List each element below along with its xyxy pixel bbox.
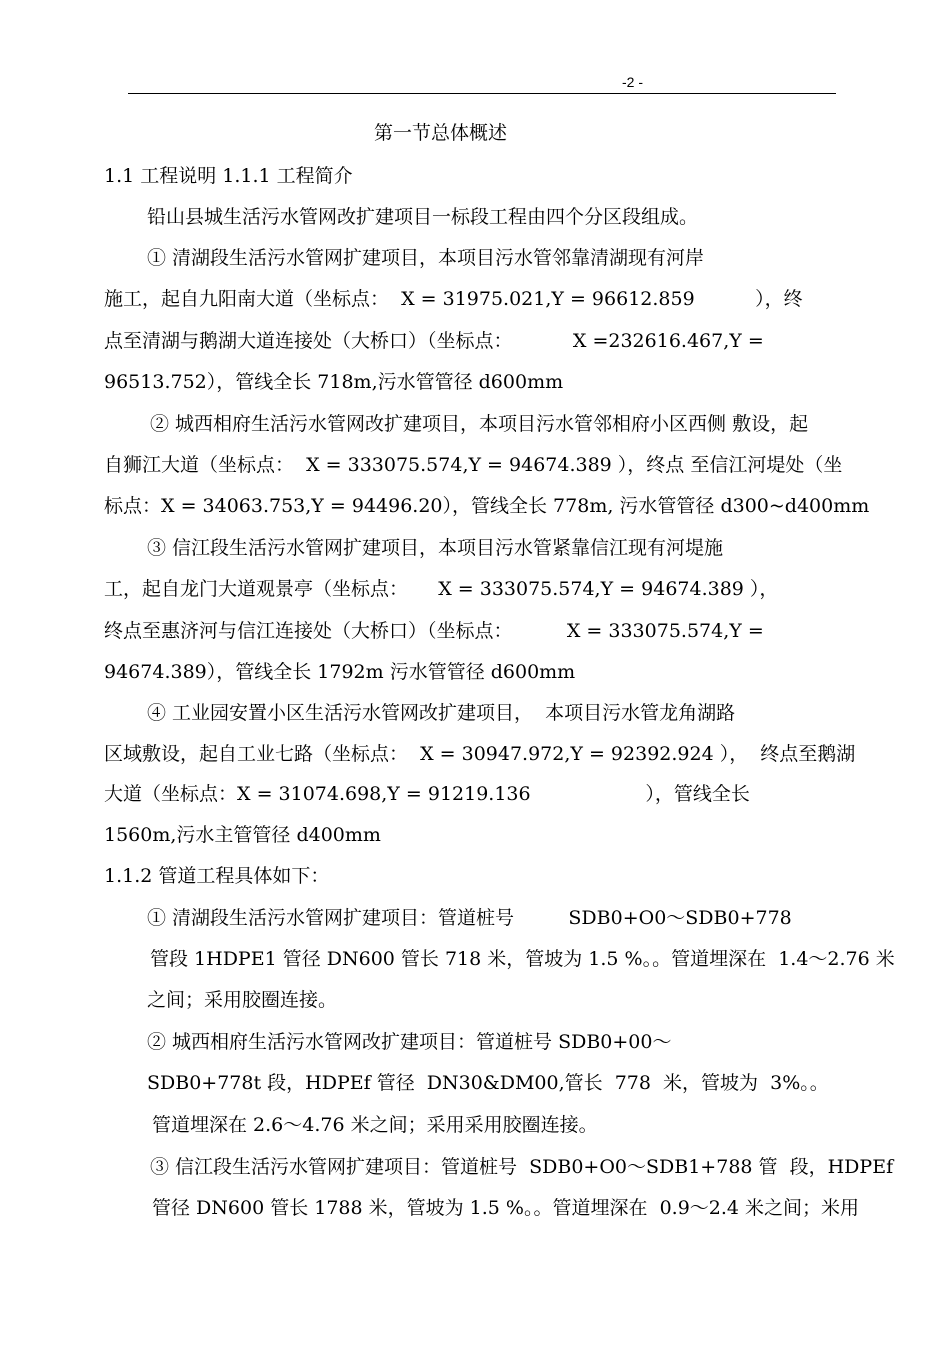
- section-title: 第一节总体概述: [374, 122, 508, 144]
- body-line: 94674.389），管线全长 1792m 污水管管径 d600mm: [104, 661, 576, 683]
- body-line: 工，起自龙门大道观景亭（坐标点： X = 333075.574,Y = 94674.389 ），: [104, 578, 779, 600]
- body-line: 管径 DN600 管长 1788 米，管坡为 1.5 %。。管道埋深在 0.9～2.4 米之间；米用: [152, 1197, 860, 1219]
- body-line: ③ 信江段生活污水管网扩建项目：管道桩号 SDB0+O0～SDB1+788 管 段，HDPEf: [150, 1156, 894, 1178]
- body-line: 大道（坐标点：X = 31074.698,Y = 91219.136 ），管线全长: [104, 783, 750, 805]
- body-line: 之间；采用胶圈连接。: [147, 989, 338, 1011]
- body-line: 终点至惠济河与信江连接处（大桥口）（坐标点： X = 333075.574,Y =: [104, 620, 764, 642]
- body-line: 施工，起自九阳南大道（坐标点： X = 31975.021,Y = 96612.859 ），终: [104, 288, 803, 310]
- body-line: 管道埋深在 2.6～4.76 米之间；采用采用胶圈连接。: [152, 1114, 598, 1136]
- body-line: ④ 工业园安置小区生活污水管网改扩建项目， 本项目污水管龙角湖路: [147, 702, 736, 724]
- body-line: ① 清湖段生活污水管网扩建项目，本项目污水管邻靠清湖现有河岸: [147, 247, 705, 269]
- body-line: 自狮江大道（坐标点： X = 333075.574,Y = 94674.389 ），终点 至信江河堤处（坐: [104, 454, 843, 476]
- body-line: ② 城西相府生活污水管网改扩建项目：管道桩号 SDB0+00～: [147, 1031, 672, 1053]
- subsection-heading: 1.1.2 管道工程具体如下：: [104, 865, 330, 887]
- header-rule: [128, 93, 836, 94]
- body-line: SDB0+778t 段，HDPEf 管径 DN30&DM00,管长 778 米，管坡为 3%。。: [147, 1072, 829, 1094]
- body-line: ③ 信江段生活污水管网扩建项目，本项目污水管紧靠信江现有河堤施: [147, 537, 724, 559]
- body-line: 1.1 工程说明 1.1.1 工程简介: [104, 165, 353, 187]
- body-line: 区域敷设，起自工业七路（坐标点： X = 30947.972,Y = 92392.924 ）， 终点至鹅湖: [104, 743, 856, 765]
- body-line: 标点：X = 34063.753,Y = 94496.20），管线全长 778m, 污水管管径 d300~d400mm: [104, 495, 870, 517]
- body-line: 96513.752），管线全长 718m,污水管管径 d600mm: [104, 371, 564, 393]
- body-line: 管段 1HDPE1 管径 DN600 管长 718 米，管坡为 1.5 %。。管道埋深在 1.4～2.76 米: [150, 948, 895, 970]
- body-line: 铅山县城生活污水管网改扩建项目一标段工程由四个分区段组成。: [147, 206, 699, 228]
- page-number: -2 -: [622, 74, 643, 90]
- body-line: ② 城西相府生活污水管网改扩建项目，本项目污水管邻相府小区西侧 敷设，起: [150, 413, 809, 435]
- body-line: 点至清湖与鹅湖大道连接处（大桥口）（坐标点： X =232616.467,Y =: [104, 330, 764, 352]
- body-line: ① 清湖段生活污水管网扩建项目：管道桩号 SDB0+O0～SDB0+778: [147, 907, 792, 929]
- body-line: 1560m,污水主管管径 d400mm: [104, 824, 381, 846]
